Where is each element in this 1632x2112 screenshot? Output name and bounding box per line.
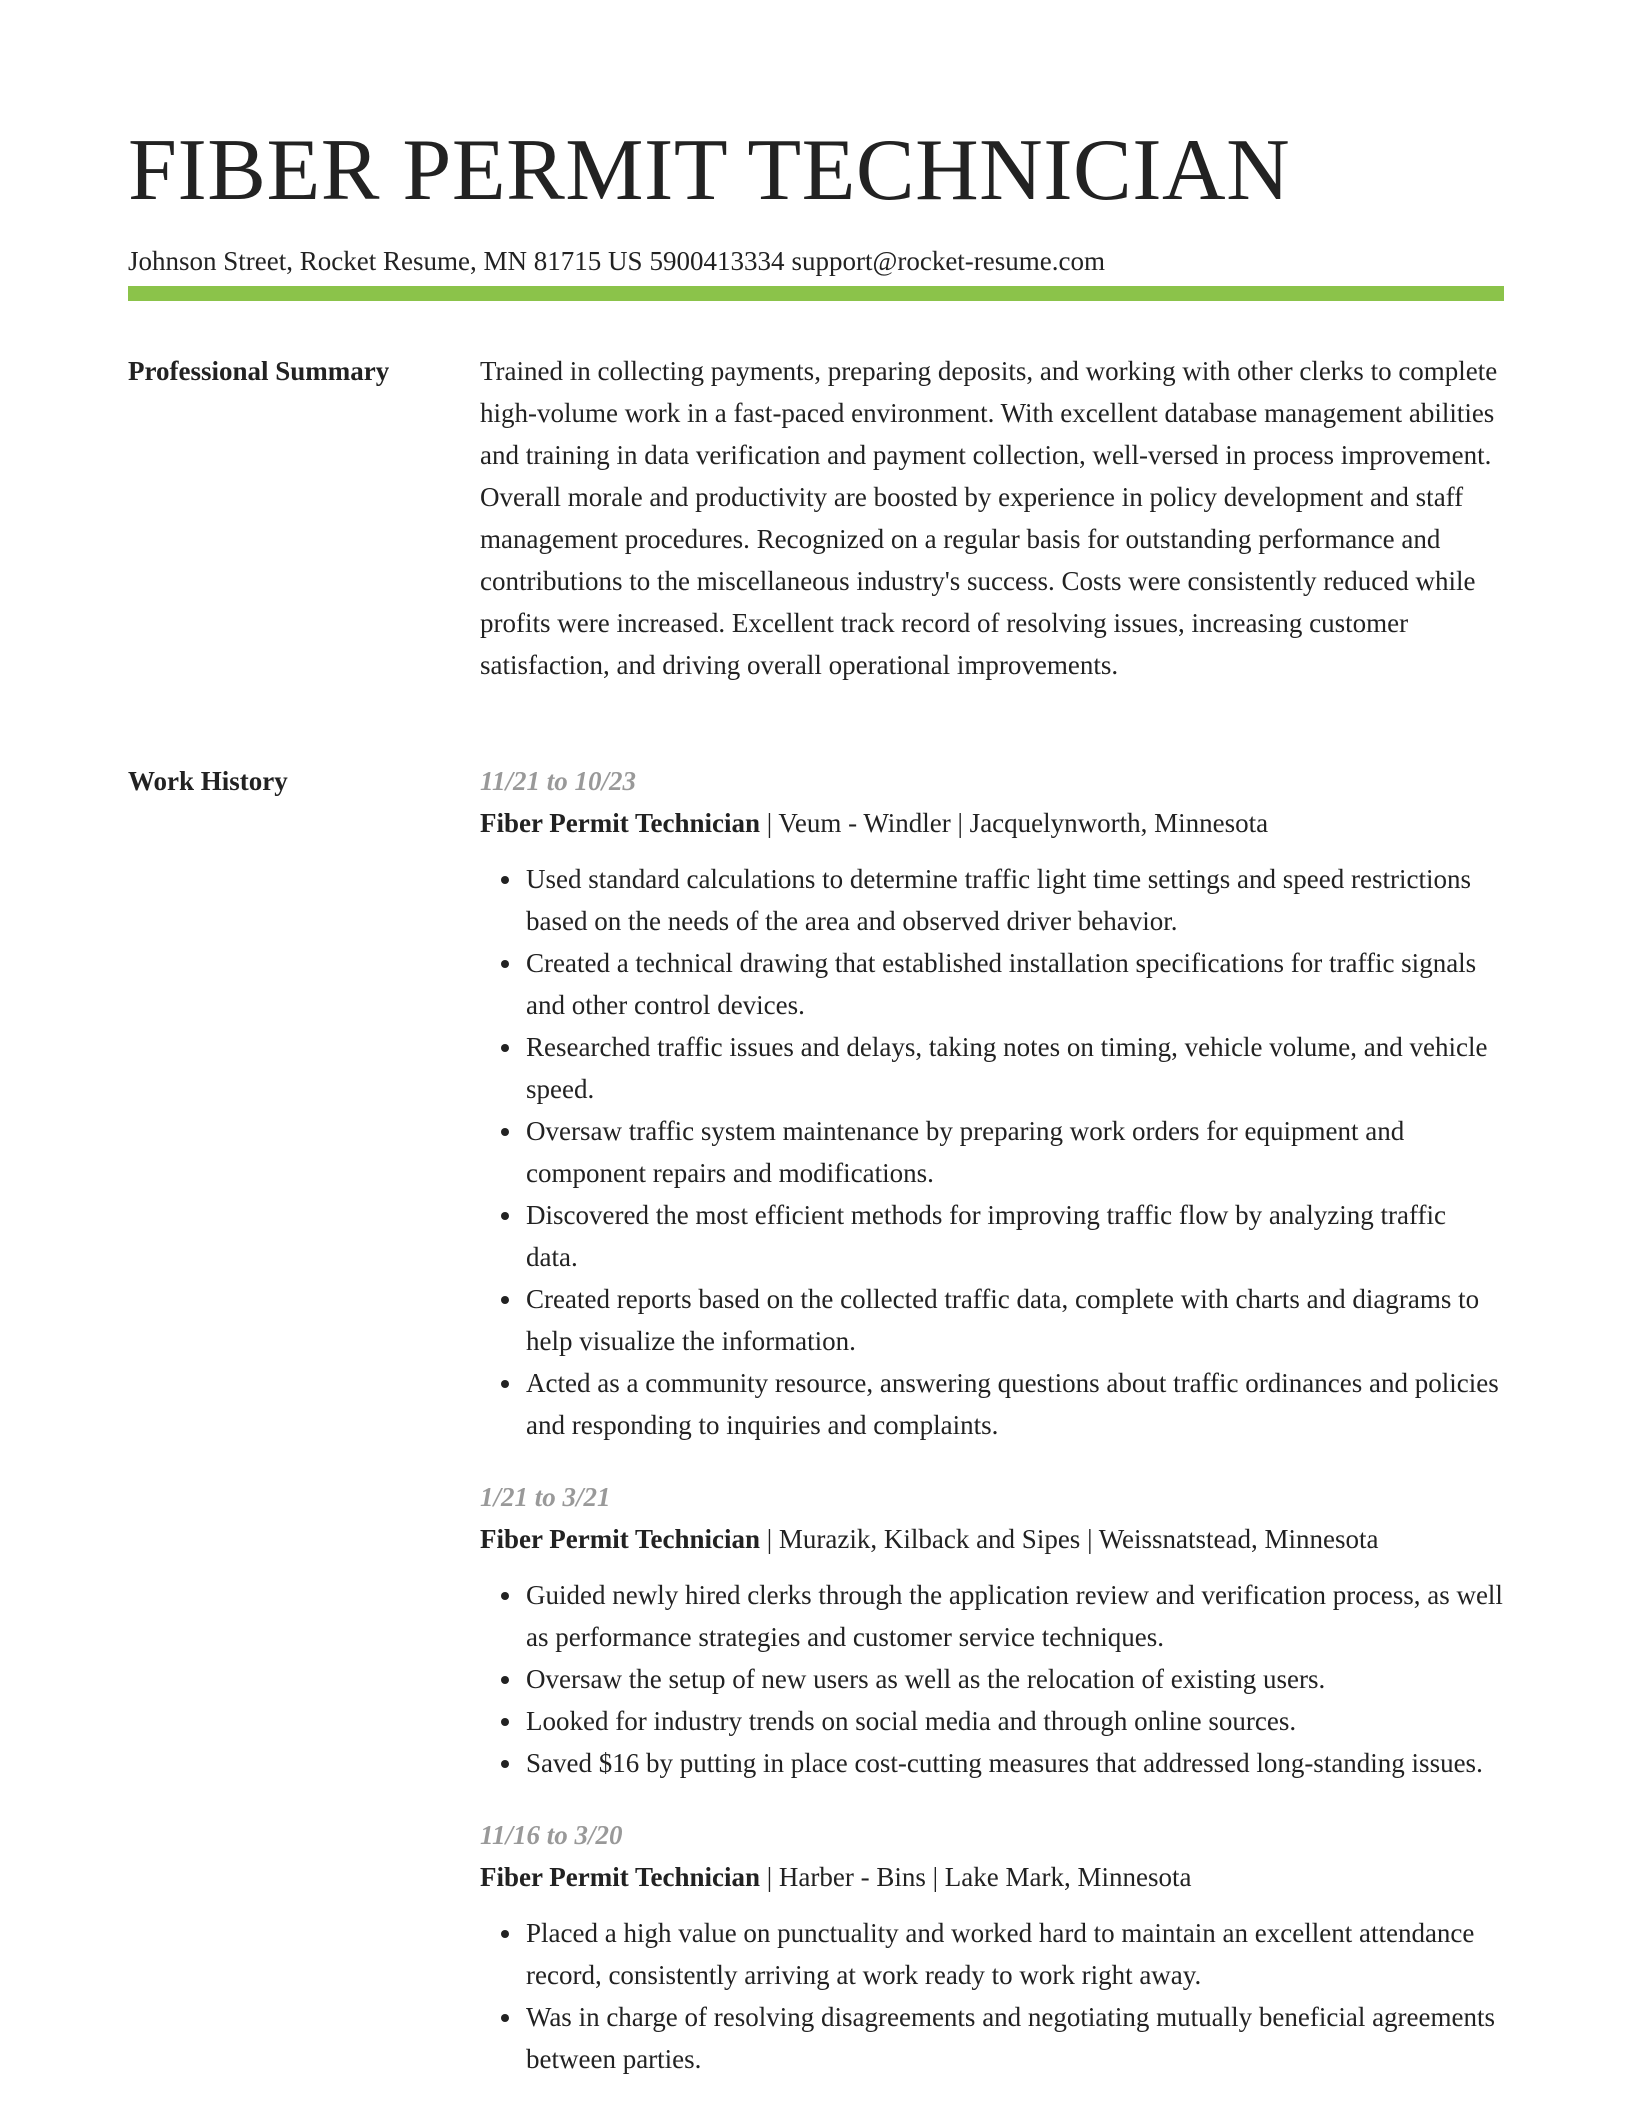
job-bullet: • Oversaw the setup of new users as well as the relocation of existing users. bbox=[524, 1658, 1504, 1700]
summary-body bbox=[480, 350, 1504, 686]
job-employer-location: | Veum - Windler | Jacquelynworth, Minnesota bbox=[759, 808, 1269, 838]
job-title: Fiber Permit Technician bbox=[480, 808, 760, 838]
contact-email: support@rocket-resume.com bbox=[791, 246, 1106, 276]
job-employer-location: | Murazik, Kilback and Sipes | Weissnatstead, Minnesota bbox=[759, 1524, 1379, 1554]
job-title-line bbox=[480, 1518, 1504, 1560]
resume-name: FIBER PERMIT TECHNICIAN bbox=[128, 122, 1291, 219]
section-heading-summary: Professional Summary bbox=[128, 356, 390, 386]
contact-address: Johnson Street, Rocket Resume, MN 81715 US bbox=[128, 246, 643, 276]
resume-header bbox=[128, 118, 1504, 278]
section-heading-work-history: Work History bbox=[128, 766, 288, 796]
job-title-line bbox=[480, 1856, 1504, 1898]
job-dates: 11/16 to 3/20 bbox=[480, 1820, 623, 1850]
job-bullet: • Acted as a community resource, answering questions about traffic ordinances and policies and responding to inquiries and complaints. bbox=[524, 1362, 1504, 1446]
job-bullet: • Oversaw traffic system maintenance by preparing work orders for equipment and component repairs and modifications. bbox=[524, 1110, 1504, 1194]
contact-phone: 5900413334 bbox=[649, 246, 785, 276]
job-bullet: • Discovered the most efficient methods for improving traffic flow by analyzing traffic data. bbox=[524, 1194, 1504, 1278]
job-bullet: • Created reports based on the collected traffic data, complete with charts and diagrams to help visualize the information. bbox=[524, 1278, 1504, 1362]
contact-line bbox=[128, 244, 1504, 278]
job-employer-location: | Harber - Bins | Lake Mark, Minnesota bbox=[759, 1862, 1192, 1892]
job-bullet: • Researched traffic issues and delays, taking notes on timing, vehicle volume, and vehicle speed. bbox=[524, 1026, 1504, 1110]
job-bullet: • Saved $16 by putting in place cost-cutting measures that addressed long-standing issues. bbox=[524, 1742, 1504, 1784]
summary-text: Trained in collecting payments, preparing deposits, and working with other clerks to complete high-volume work in a fast-paced environment. With excellent database management abilities and training in data verification and payment collection, well-versed in process improvement. Overall morale and productivity are boosted by experience in policy development and staff management procedures. Recognized on a regular basis for outstanding performance and contributions to the miscellaneous industry's success. Costs were consistently reduced while profits were increased. Excellent track record of resolving issues, increasing customer satisfaction, and driving overall operational improvements. bbox=[480, 356, 1498, 680]
job-bullet: • Guided newly hired clerks through the application review and verification process, as well as performance strategies and customer service techniques. bbox=[524, 1574, 1504, 1658]
job-bullet: • Used standard calculations to determine traffic light time settings and speed restrictions based on the needs of the area and observed driver behavior. bbox=[524, 858, 1504, 942]
job-bullet: • Was in charge of resolving disagreements and negotiating mutually beneficial agreements between parties. bbox=[524, 1996, 1504, 2080]
job-bullet: • Looked for industry trends on social media and through online sources. bbox=[524, 1700, 1504, 1742]
work-history-body bbox=[480, 760, 1504, 2110]
job-entry bbox=[480, 1814, 1504, 2080]
job-title-line bbox=[480, 802, 1504, 844]
job-dates: 1/21 to 3/21 bbox=[480, 1482, 611, 1512]
job-bullet-list bbox=[480, 858, 1504, 1446]
job-dates: 11/21 to 10/23 bbox=[480, 766, 637, 796]
job-title: Fiber Permit Technician bbox=[480, 1862, 760, 1892]
job-bullet-list bbox=[480, 1574, 1504, 1784]
job-title: Fiber Permit Technician bbox=[480, 1524, 760, 1554]
job-bullet: • Placed a high value on punctuality and worked hard to maintain an excellent attendance record, consistently arriving at work ready to work right away. bbox=[524, 1912, 1504, 1996]
job-entry bbox=[480, 760, 1504, 1446]
job-entry bbox=[480, 1476, 1504, 1784]
header-divider bbox=[128, 286, 1504, 301]
job-bullet-list bbox=[480, 1912, 1504, 2080]
job-bullet: • Created a technical drawing that established installation specifications for traffic signals and other control devices. bbox=[524, 942, 1504, 1026]
